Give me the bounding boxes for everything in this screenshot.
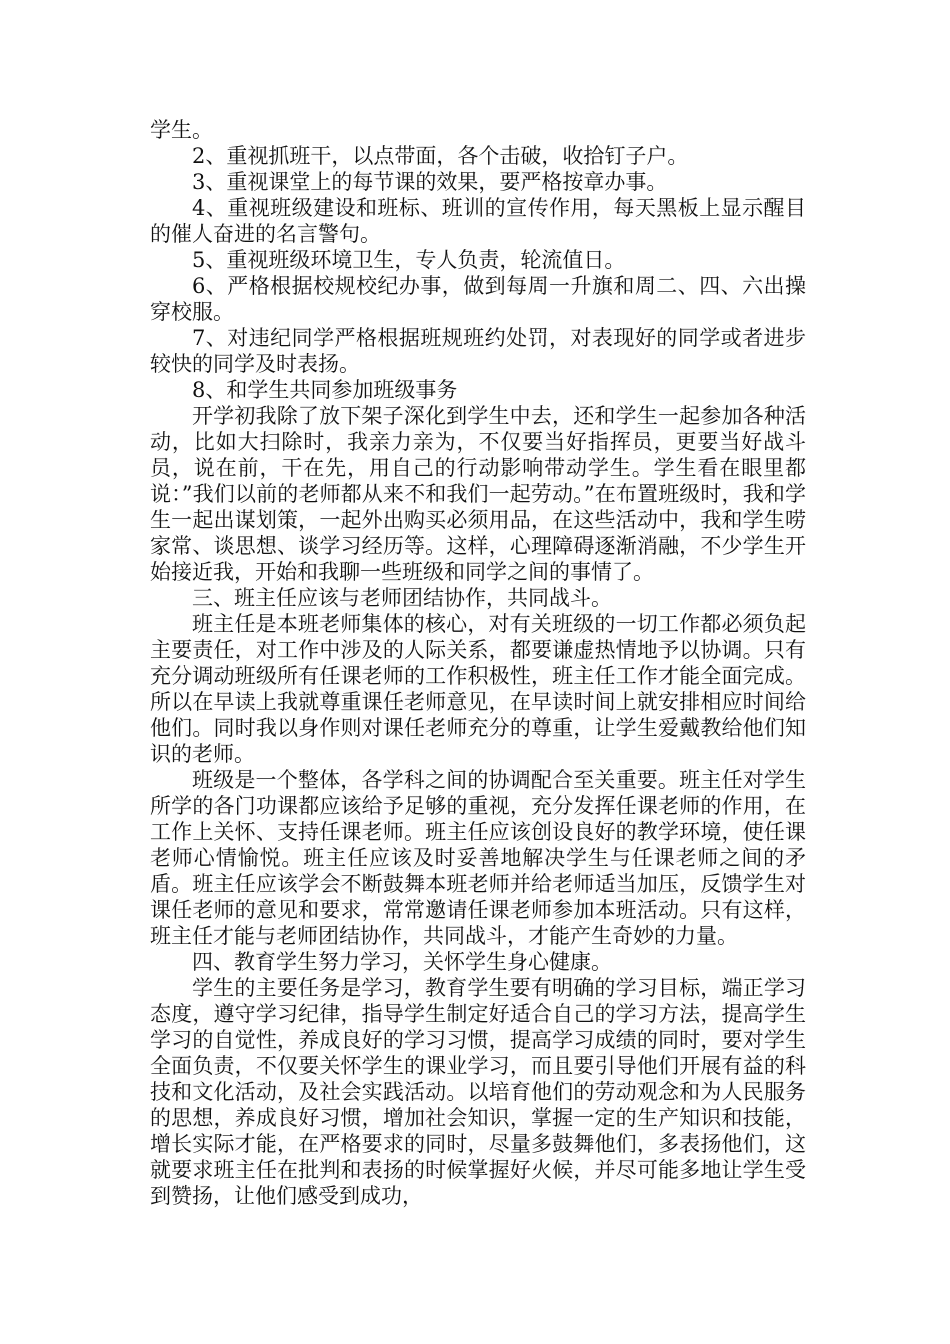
paragraph-3: 3、重视课堂上的每节课的效果，要严格按章办事。: [192, 170, 668, 194]
section-heading-4: 四、教育学生努力学习，关怀学生身心健康。: [192, 950, 612, 974]
paragraph-2: 2、重视抓班干，以点带面，各个击破，收拾钉子户。: [192, 144, 689, 168]
section-heading-3: 三、班主任应该与老师团结协作，共同战斗。: [192, 586, 612, 610]
paragraph-7: 7、对违纪同学严格根据班规班约处罚，对表现好的同学或者进步较快的同学及时表扬。: [150, 326, 806, 376]
paragraph-14: 学生的主要任务是学习，教育学生要有明确的学习目标，端正学习态度，遵守学习纪律，指导学生制定好适合自己的学习方法，提高学生学习的自觉性，养成良好的学习习惯，提高学习成绩的同时，要对学生全面负责，不仅要关怀学生的课业学习，而且要引导他们开展有益的科技和文化活动，及社会实践活动。以培育他们的劳动观念和为人民服务的思想，养成良好习惯，增加社会知识，掌握一定的生产知识和技能，增长实际才能，在严格要求的同时，尽量多鼓舞他们，多表扬他们，这就要求班主任在批判和表扬的时候掌握好火候，并尽可能多地让学生受到赞扬，让他们感受到成功，: [150, 976, 806, 1208]
paragraph-8: 8、和学生共同参加班级事务: [192, 378, 458, 402]
paragraph-1: 学生。: [150, 118, 213, 142]
paragraph-12: 班级是一个整体，各学科之间的协调配合至关重要。班主任对学生所学的各门功课都应该给予足够的重视，充分发挥任课老师的作用，在工作上关怀、支持任课老师。班主任应该创设良好的教学环境，使任课老师心情愉悦。班主任应该及时妥善地解决学生与任课老师之间的矛盾。班主任应该学会不断鼓舞本班老师并给老师适当加压，反馈学生对课任老师的意见和要求，常常邀请任课老师参加本班活动。只有这样，班主任才能与老师团结协作，共同战斗，才能产生奇妙的力量。: [150, 768, 806, 948]
document-page: [150, 117, 806, 1209]
paragraph-9: 开学初我除了放下架子深化到学生中去，还和学生一起参加各种活动，比如大扫除时，我亲力亲为，不仅要当好指挥员，更要当好战斗员，说在前，干在先，用自己的行动影响带动学生。学生看在眼里都说：”我们以前的老师都从来不和我们一起劳动。”在布置班级时，我和学生一起出谋划策，一起外出购买必须用品，在这些活动中，我和学生唠家常、谈思想、谈学习经历等。这样，心理障碍逐渐消融，不少学生开始接近我，开始和我聊一些班级和同学之间的事情了。: [150, 404, 806, 584]
paragraph-11: 班主任是本班老师集体的核心，对有关班级的一切工作都必须负起主要责任，对工作中涉及的人际关系，都要谦虚热情地予以协调。只有充分调动班级所有任课老师的工作积极性，班主任工作才能全面完成。所以在早读上我就尊重课任老师意见，在早读时间上就安排相应时间给他们。同时我以身作则对课任老师充分的尊重，让学生爱戴教给他们知识的老师。: [150, 612, 806, 766]
paragraph-6: 6、严格根据校规校纪办事，做到每周一升旗和周二、四、六出操穿校服。: [150, 274, 806, 324]
paragraph-5: 5、重视班级环境卫生，专人负责，轮流值日。: [192, 248, 626, 272]
paragraph-4: 4、重视班级建设和班标、班训的宣传作用，每天黑板上显示醒目的催人奋进的名言警句。: [150, 196, 806, 246]
